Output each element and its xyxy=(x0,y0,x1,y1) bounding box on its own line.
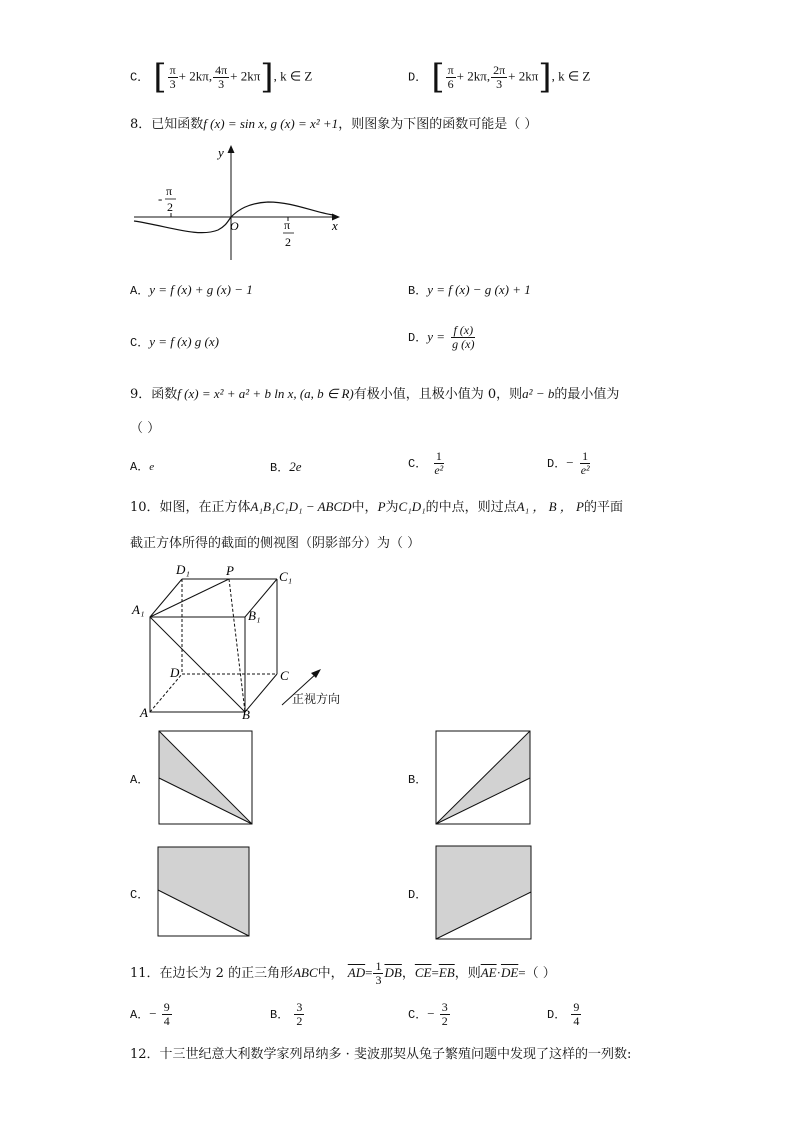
neg-tick-sign: - xyxy=(158,191,163,206)
x-axis-label: x xyxy=(332,218,338,233)
svg-text:C₁: C₁ xyxy=(279,569,293,584)
svg-text:B₁: B₁ xyxy=(248,608,261,623)
svg-text:P: P xyxy=(226,563,234,578)
neg-tick-den: 2 xyxy=(167,200,173,214)
q12-stem: 12．十三世纪意大利数学家列昂纳多 · 斐波那契从兔子繁殖问题中发现了这样的一列数: xyxy=(130,1047,632,1062)
q10-option-a-figure xyxy=(158,730,254,826)
neg-tick-num: π xyxy=(166,184,173,198)
q9-stem: 9．函数f (x) = x² + a² + b ln x, (a, b ∈ R)有极小值，且极小值为 0，则a² − b的最小值为 xyxy=(130,386,620,402)
q10-option-b[interactable]: B． xyxy=(408,773,428,787)
svg-text:D₁: D₁ xyxy=(176,562,190,577)
q8-option-b[interactable]: B．y = f (x) − g (x) + 1 xyxy=(408,282,531,298)
q11-stem: 11．在边长为 2 的正三角形ABC中， $\overline{AD}=$ $\frac{1}{3}$ $\overline{DB}$，$\overline{CE}=\overline{EB}$，则$\overline{AE}\cdot\overline{DE}=$（ ） xyxy=(130,959,556,987)
q10-stem-line1: 10．如图，在正方体A₁B₁C₁D₁ − ABCD中，P为C₁D₁的中点，则过点A₁ ， B ， P的平面 xyxy=(130,499,624,515)
q11-option-a[interactable]: A．− $\frac{9}{4}$ xyxy=(130,1000,170,1028)
pos-tick-den: 2 xyxy=(285,235,291,249)
q7-option-d[interactable]: D． [ $\frac{\pi}{6}$ + 2kπ, $\frac{2\pi}{3}$ + 2kπ], k ∈ Z xyxy=(408,57,591,97)
svg-text:D: D xyxy=(170,665,180,680)
pos-tick-num: π xyxy=(284,218,291,232)
view-direction-label: 正视方向 xyxy=(292,692,341,706)
q11-option-c[interactable]: C．− $\frac{3}{2}$ xyxy=(408,1000,448,1028)
q8-stem: 8．已知函数f (x) = sin x, g (x) = x² +1，则图象为下图的函数可能是（ ） xyxy=(130,116,538,132)
option-label: C． xyxy=(130,70,150,85)
q10-stem-line2: 截正方体所得的截面的侧视图（阴影部分）为（ ） xyxy=(130,536,421,551)
origin-label: O xyxy=(230,219,239,233)
q11-option-b[interactable]: B． $\frac{3}{2}$ xyxy=(270,1000,303,1028)
q8-option-a[interactable]: A．y = f (x) + g (x) − 1 xyxy=(130,282,253,298)
option-label: D． xyxy=(408,70,428,85)
q10-option-d-figure xyxy=(435,845,533,941)
q9-option-d[interactable]: D．− $\frac{1}{\text{e²}}$ xyxy=(547,449,590,477)
svg-text:A₁: A₁ xyxy=(132,602,145,617)
y-axis-label: y xyxy=(218,145,224,160)
q8-function-graph xyxy=(128,140,348,265)
q9-option-a[interactable]: A．$^e$ xyxy=(130,460,155,474)
svg-text:B: B xyxy=(242,707,250,722)
q10-option-c[interactable]: C． xyxy=(130,888,150,902)
y-axis-arrow xyxy=(228,145,235,153)
q9-answer-paren: （ ） xyxy=(130,421,161,436)
svg-text:A: A xyxy=(140,705,148,720)
q8-option-c[interactable]: C．y = f (x) g (x) xyxy=(130,334,219,350)
q9-option-c[interactable]: C． $\frac{1}{\text{e²}}$ xyxy=(408,449,444,477)
q8-option-d[interactable]: D．y = $\frac{f (x)}{g (x)}$ xyxy=(408,323,475,351)
q7-option-c[interactable]: C． [ $\frac{\pi}{3}$ + 2kπ, $\frac{4\pi}{3}$ + 2kπ], k ∈ Z xyxy=(130,57,313,97)
q11-option-d[interactable]: D． $\frac{9}{4}$ xyxy=(547,1000,580,1028)
q9-option-b[interactable]: B．2e xyxy=(270,459,302,475)
q10-option-d[interactable]: D． xyxy=(408,888,428,902)
q10-option-a[interactable]: A． xyxy=(130,773,150,787)
svg-text:C: C xyxy=(280,668,289,683)
q10-option-b-figure xyxy=(435,730,533,826)
q10-option-c-figure xyxy=(157,846,251,938)
